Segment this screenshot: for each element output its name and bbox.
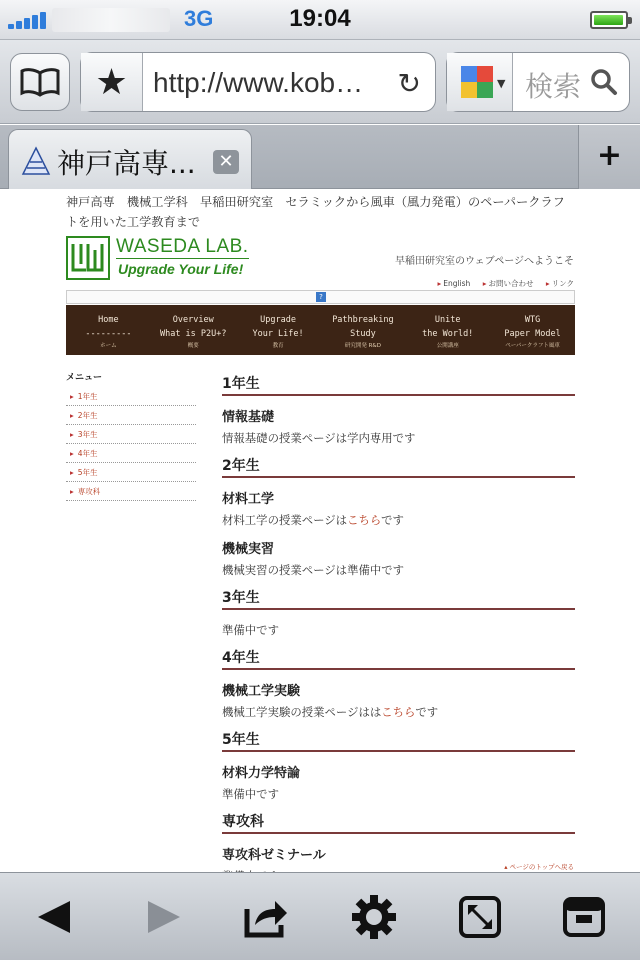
close-icon[interactable]: ✕ <box>213 150 239 174</box>
paragraph: 準備中です <box>222 787 279 801</box>
welcome-text: 早稲田研究室のウェブページへようこそ <box>395 256 574 267</box>
search-input[interactable]: 検索 <box>525 70 582 103</box>
share-icon <box>241 895 291 939</box>
back-arrow-icon <box>34 897 74 937</box>
gear-icon <box>350 893 398 941</box>
logo-name: WASEDA LAB. <box>116 236 249 257</box>
tab-title: 神戸高専... <box>57 147 196 180</box>
subsection-heading: 材料力学特論 <box>222 766 301 781</box>
search-icon[interactable] <box>589 67 619 97</box>
side-menu-item[interactable]: ▸ 3年生 <box>66 425 196 444</box>
google-icon <box>461 66 493 98</box>
forward-button[interactable] <box>136 891 192 943</box>
paragraph: 準備中です <box>222 623 279 637</box>
search-box[interactable] <box>446 52 630 112</box>
bottom-toolbar <box>0 872 640 960</box>
section-heading: 専攻科 <box>222 811 575 834</box>
browser-toolbar <box>0 40 640 124</box>
nav-home[interactable]: Home --------- ホーム <box>85 315 132 349</box>
nav-upgrade[interactable]: Upgrade Your Life! 教育 <box>252 315 304 349</box>
breadcrumb: 神戸高専 機械工学科 早稲田研究室 セラミックから風車（風力発電）のペーパークラフトを用いた工学教育まで <box>66 195 565 229</box>
nav-overview[interactable]: Overview What is P2U+? 概要 <box>159 315 227 349</box>
missing-plugin-icon: ? <box>316 292 326 302</box>
reload-icon[interactable]: ↻ <box>397 67 421 100</box>
side-menu <box>66 370 196 501</box>
side-menu-item[interactable]: ▸ 5年生 <box>66 463 196 482</box>
content-link[interactable]: こちら <box>347 513 382 527</box>
paragraph: 機械実習の授業ページは準備中です <box>222 563 405 577</box>
subsection-heading: 機械工学実験 <box>222 684 301 699</box>
section-heading: 1年生 <box>222 373 575 396</box>
paragraph: 材料工学の授業ページはこちらです <box>222 513 404 527</box>
nav-wtg[interactable]: WTG Paper Model ペーパークラフト風車 <box>504 315 561 349</box>
side-menu-item[interactable]: ▸ 1年生 <box>66 387 196 406</box>
link-contact[interactable]: ▸ お問い合わせ <box>483 279 534 288</box>
side-menu-item[interactable]: ▸ 2年生 <box>66 406 196 425</box>
content-link[interactable]: こちら <box>381 705 416 719</box>
tabs-button[interactable] <box>556 891 612 943</box>
bookmarks-button[interactable] <box>10 53 70 111</box>
nav-study[interactable]: Pathbreaking Study 研究開発 R&D <box>332 315 394 349</box>
star-icon[interactable]: ★ <box>81 53 143 111</box>
tabs-icon <box>562 895 606 939</box>
status-bar <box>0 0 640 40</box>
web-page <box>0 190 640 872</box>
url-text[interactable]: http://www.kob… <box>153 67 364 98</box>
side-menu-item[interactable]: ▸ 専攻科 <box>66 482 196 501</box>
flash-banner-placeholder <box>66 290 575 304</box>
link-links[interactable]: ▸ リンク <box>546 279 574 288</box>
network-type: 3G <box>184 6 214 31</box>
expand-icon <box>458 895 502 939</box>
section-heading: 5年生 <box>222 729 575 752</box>
chevron-down-icon: ▼ <box>497 77 506 90</box>
paragraph: 情報基礎の授業ページは学内専用です <box>222 431 416 445</box>
address-bar[interactable] <box>80 52 436 112</box>
search-engine-selector[interactable] <box>447 53 513 111</box>
tab-bar <box>0 125 640 189</box>
back-to-top-link[interactable]: ▴ ページのトップへ戻る <box>504 862 574 871</box>
paragraph: 機械工学実験の授業ページははこちらです <box>222 705 439 719</box>
back-button[interactable] <box>26 891 82 943</box>
subsection-heading: 専攻科ゼミナール <box>222 848 326 863</box>
open-book-icon <box>20 67 60 97</box>
tab-active[interactable] <box>8 129 252 189</box>
share-button[interactable] <box>238 891 294 943</box>
subsection-heading: 情報基礎 <box>222 410 275 425</box>
battery-icon <box>590 11 628 29</box>
favicon-icon <box>21 146 51 176</box>
section-heading: 2年生 <box>222 455 575 478</box>
settings-button[interactable] <box>346 891 402 943</box>
fullscreen-button[interactable] <box>452 891 508 943</box>
side-menu-title: メニュー <box>66 373 103 383</box>
status-time: 19:04 <box>289 5 351 32</box>
link-english[interactable]: ▸ English <box>437 279 470 288</box>
side-menu-item[interactable]: ▸ 4年生 <box>66 444 196 463</box>
main-nav <box>66 305 575 355</box>
forward-arrow-icon <box>144 897 184 937</box>
subsection-heading: 機械実習 <box>222 542 275 557</box>
subsection-heading: 材料工学 <box>222 492 275 507</box>
logo-tagline: Upgrade Your Life! <box>118 261 244 277</box>
top-links <box>427 278 574 289</box>
main-content <box>222 370 575 893</box>
section-heading: 4年生 <box>222 647 575 670</box>
nav-unite[interactable]: Unite the World! 公開講座 <box>422 315 474 349</box>
new-tab-button[interactable]: + <box>578 125 640 189</box>
waseda-lab-logo-icon <box>66 236 110 280</box>
section-heading: 3年生 <box>222 587 575 610</box>
